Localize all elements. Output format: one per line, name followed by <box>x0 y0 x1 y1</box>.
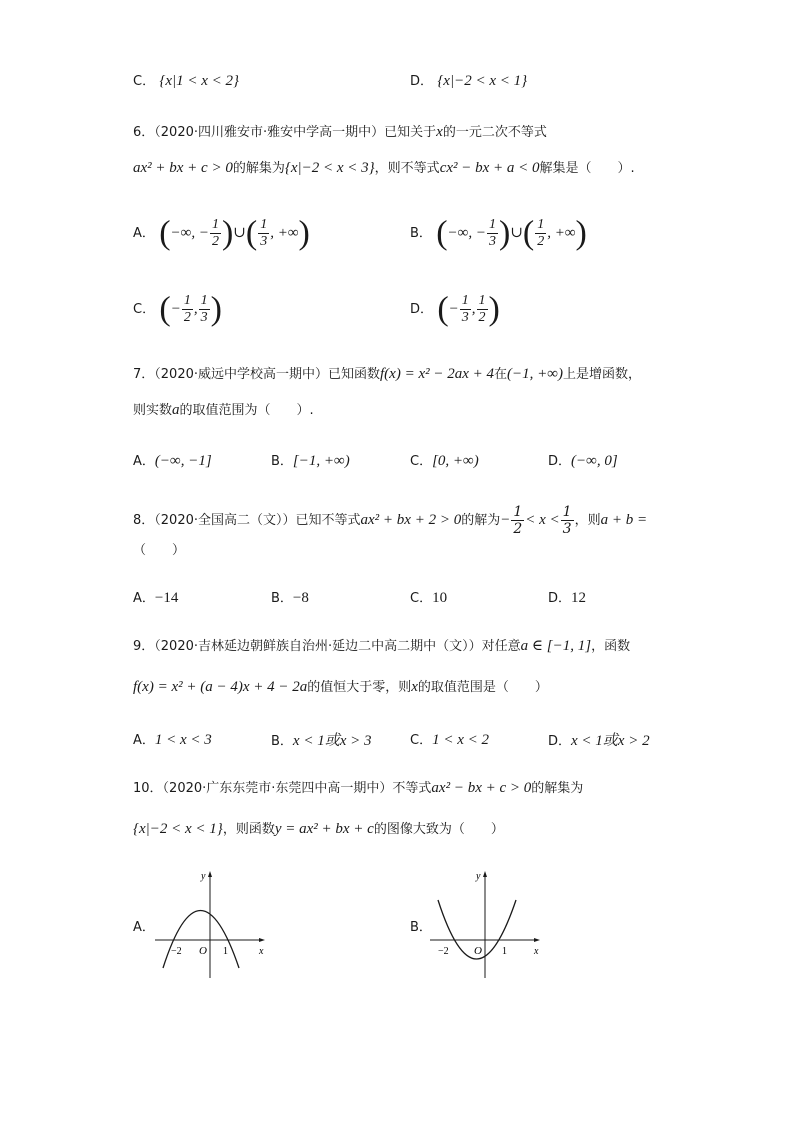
option-content: x < 1或x > 3 <box>292 733 372 749</box>
denominator: 3 <box>461 310 469 326</box>
math-expr: −∞, − <box>447 225 486 241</box>
option-label: A． <box>133 591 155 606</box>
fraction <box>535 217 546 250</box>
option-label: C． <box>410 454 433 469</box>
question-source: （2020·广东东莞市·东莞四中高一期中） <box>162 781 393 796</box>
option-label: D． <box>548 591 572 606</box>
math-var: a <box>172 402 180 418</box>
option-label: C． <box>133 74 156 89</box>
y-axis-label: y <box>476 871 481 882</box>
option-label: B． <box>271 591 293 606</box>
option-content: (−∞, 0] <box>571 453 618 469</box>
q7-option-a <box>133 450 212 470</box>
answer-paren: （ ） <box>133 543 186 558</box>
q5-option-d <box>410 71 527 92</box>
denominator: 3 <box>200 310 208 326</box>
stem-text: 在 <box>494 367 508 382</box>
math-expr: ax² + bx + c > 0 <box>133 160 233 176</box>
pos-tick-label: 1 <box>223 946 228 957</box>
q9-option-d <box>548 729 650 750</box>
math-expr: f(x) = x² − 2ax + 4 <box>380 366 495 382</box>
option-label: B． <box>410 226 432 241</box>
y-axis-arrow <box>208 871 212 877</box>
q8-option-a <box>133 587 178 607</box>
option-label: A． <box>133 454 155 469</box>
option-content: {x|−2 < x < 1} <box>437 73 528 89</box>
question-source: （2020·四川雅安市·雅安中学高一期中） <box>154 125 385 140</box>
option-content: [0, +∞) <box>432 453 479 469</box>
stem-text: 上是增函数， <box>562 367 641 382</box>
stem-text: 的图像大致为（ ） <box>373 822 504 837</box>
q7-option-b <box>271 450 350 470</box>
stem-text: 不等式 <box>392 781 432 796</box>
x-axis-label: x <box>259 946 264 957</box>
math-expr: − <box>500 512 511 528</box>
question-number: 7． <box>133 367 155 382</box>
denominator: 2 <box>211 234 219 250</box>
option-label: B． <box>271 734 293 749</box>
q9-option-a <box>133 729 212 749</box>
q6-option-c: C． (− $\frac{1}{2}$ , $\frac{1}{3}$ ) <box>133 290 222 328</box>
option-content: 1 < x < 3 <box>154 732 212 748</box>
option-content: 1 < x < 2 <box>432 732 489 748</box>
stem-text: 已知关于 <box>384 125 437 140</box>
q10-option-b-label: B． <box>410 920 432 935</box>
stem-text: 的解集为 <box>531 781 584 796</box>
fraction <box>199 293 210 326</box>
option-content: −14 <box>154 590 179 606</box>
q10-graph-b <box>430 868 550 983</box>
math-expr: , +∞ <box>270 225 299 241</box>
q8-stem-line2 <box>133 540 185 561</box>
numerator: 1 <box>183 293 191 309</box>
stem-text: ，则函数 <box>222 822 275 837</box>
union-symbol: ∪ <box>233 225 246 241</box>
question-number: 9． <box>133 639 155 654</box>
fraction <box>182 293 193 326</box>
option-content: x < 1或x > 2 <box>571 733 650 749</box>
fraction <box>460 293 471 326</box>
q6-stem-line2 <box>133 158 635 179</box>
denominator: 2 <box>513 521 523 537</box>
option-content: (−∞, −1] <box>154 453 212 469</box>
q7-option-d <box>548 450 618 470</box>
stem-text: ，函数 <box>591 639 631 654</box>
origin-label: O <box>474 945 482 957</box>
denominator: 2 <box>537 234 545 250</box>
option-content: [−1, +∞) <box>292 453 350 469</box>
math-expr: − <box>170 301 181 317</box>
stem-text: ，则不等式 <box>374 161 440 176</box>
numerator: 1 <box>478 293 486 309</box>
question-number: 10． <box>133 781 163 796</box>
numerator: 1 <box>211 217 219 233</box>
q8-option-b <box>271 587 309 607</box>
numerator: 1 <box>537 217 545 233</box>
option-label: B． <box>271 454 293 469</box>
numerator: 1 <box>200 293 208 309</box>
q6-stem-line1 <box>133 122 547 143</box>
question-number: 8． <box>133 513 155 528</box>
option-content: {x|1 < x < 2} <box>159 73 240 89</box>
numerator: 1 <box>513 504 523 520</box>
question-source: （2020·吉林延边朝鲜族自治州·延边二中高二期中（文）） <box>154 639 482 654</box>
q9-stem-line1 <box>133 636 630 657</box>
stem-text: ，则 <box>574 513 601 528</box>
union-symbol: ∪ <box>510 225 523 241</box>
q7-stem-line2 <box>133 400 314 421</box>
q9-option-b <box>271 729 371 750</box>
math-expr: , <box>193 301 198 317</box>
q10-stem-line2 <box>133 819 504 840</box>
question-source: （2020·全国高二（文）） <box>154 513 296 528</box>
q6-option-a: A． (−∞, − $\frac{1}{2}$ )∪( $\frac{1}{3}$ , +∞) <box>133 214 310 252</box>
q9-option-c <box>410 729 489 749</box>
q8-option-c <box>410 587 447 607</box>
fraction <box>477 293 488 326</box>
denominator: 3 <box>562 521 572 537</box>
q8-stem-line1 <box>133 502 647 539</box>
math-var: x <box>436 124 443 140</box>
q7-option-c <box>410 450 479 470</box>
q10-graph-a <box>155 868 275 983</box>
q7-stem-line1 <box>133 364 641 385</box>
numerator: 1 <box>488 217 496 233</box>
q6-option-d: D． (− $\frac{1}{3}$ , $\frac{1}{2}$ ) <box>410 290 500 328</box>
fraction <box>511 504 524 537</box>
denominator: 2 <box>478 310 486 326</box>
math-expr: , +∞ <box>547 225 576 241</box>
q10-option-a-label: A． <box>133 920 155 935</box>
stem-text: 的值恒大于零，则 <box>307 680 412 695</box>
option-label: D． <box>410 302 434 317</box>
pos-tick-label: 1 <box>502 946 507 957</box>
math-expr: ax² − bx + c > 0 <box>431 780 532 796</box>
option-label: C． <box>410 733 433 748</box>
math-expr: a ∈ [−1, 1] <box>520 638 592 654</box>
numerator: 1 <box>461 293 469 309</box>
denominator: 2 <box>183 310 191 326</box>
stem-text: 则实数 <box>133 403 173 418</box>
question-source: （2020·威远中学校高一期中） <box>154 367 328 382</box>
option-label: A． <box>133 733 155 748</box>
stem-text: 的取值范围为（ ）. <box>179 403 314 418</box>
option-content: 12 <box>571 590 587 606</box>
numerator: 1 <box>562 504 572 520</box>
math-expr: < x < <box>525 512 560 528</box>
x-axis-arrow <box>259 938 265 942</box>
q10-stem-line1 <box>133 778 583 799</box>
math-var: x <box>411 679 418 695</box>
q8-option-d <box>548 587 586 607</box>
option-label: C． <box>410 591 433 606</box>
question-number: 6． <box>133 125 155 140</box>
fraction <box>561 504 574 537</box>
math-expr: (−1, +∞) <box>507 366 563 382</box>
math-expr: a + b = <box>600 512 648 528</box>
denominator: 3 <box>260 234 268 250</box>
fraction <box>258 217 269 250</box>
q5-option-c <box>133 71 239 92</box>
stem-text: 解集是（ ）. <box>539 161 635 176</box>
option-label: D． <box>548 734 572 749</box>
math-expr: y = ax² + bx + c <box>274 821 374 837</box>
stem-text: 已知函数 <box>328 367 381 382</box>
origin-label: O <box>199 945 207 957</box>
numerator: 1 <box>260 217 268 233</box>
stem-text: 的解集为 <box>232 161 285 176</box>
math-expr: {x|−2 < x < 3} <box>284 160 375 176</box>
neg-tick-label: −2 <box>171 946 182 957</box>
denominator: 3 <box>488 234 496 250</box>
option-content: 10 <box>432 590 448 606</box>
stem-text: 已知不等式 <box>295 513 361 528</box>
option-label: D． <box>548 454 572 469</box>
y-axis-label: y <box>201 871 206 882</box>
stem-text: 的取值范围是（ ） <box>417 680 548 695</box>
math-expr: ax² + bx + 2 > 0 <box>360 512 462 528</box>
q9-stem-line2 <box>133 677 548 698</box>
parabola-down <box>163 911 239 969</box>
option-content: −8 <box>292 590 309 606</box>
math-expr: − <box>448 301 459 317</box>
math-expr: cx² − bx + a < 0 <box>439 160 540 176</box>
math-expr: −∞, − <box>170 225 209 241</box>
y-axis-arrow <box>483 871 487 877</box>
math-expr: , <box>471 301 476 317</box>
neg-tick-label: −2 <box>438 946 449 957</box>
stem-text: 的一元二次不等式 <box>442 125 547 140</box>
math-expr: f(x) = x² + (a − 4)x + 4 − 2a <box>133 679 308 695</box>
x-axis-arrow <box>534 938 540 942</box>
fraction <box>487 217 498 250</box>
fraction <box>210 217 221 250</box>
q6-option-b: B． (−∞, − $\frac{1}{3}$ )∪( $\frac{1}{2}$ , +∞) <box>410 214 587 252</box>
x-axis-label: x <box>534 946 539 957</box>
stem-text: 的解为 <box>461 513 501 528</box>
option-label: C． <box>133 302 156 317</box>
math-expr: {x|−2 < x < 1} <box>133 821 223 837</box>
option-label: D． <box>410 74 434 89</box>
option-label: A． <box>133 226 155 241</box>
stem-text: 对任意 <box>481 639 521 654</box>
